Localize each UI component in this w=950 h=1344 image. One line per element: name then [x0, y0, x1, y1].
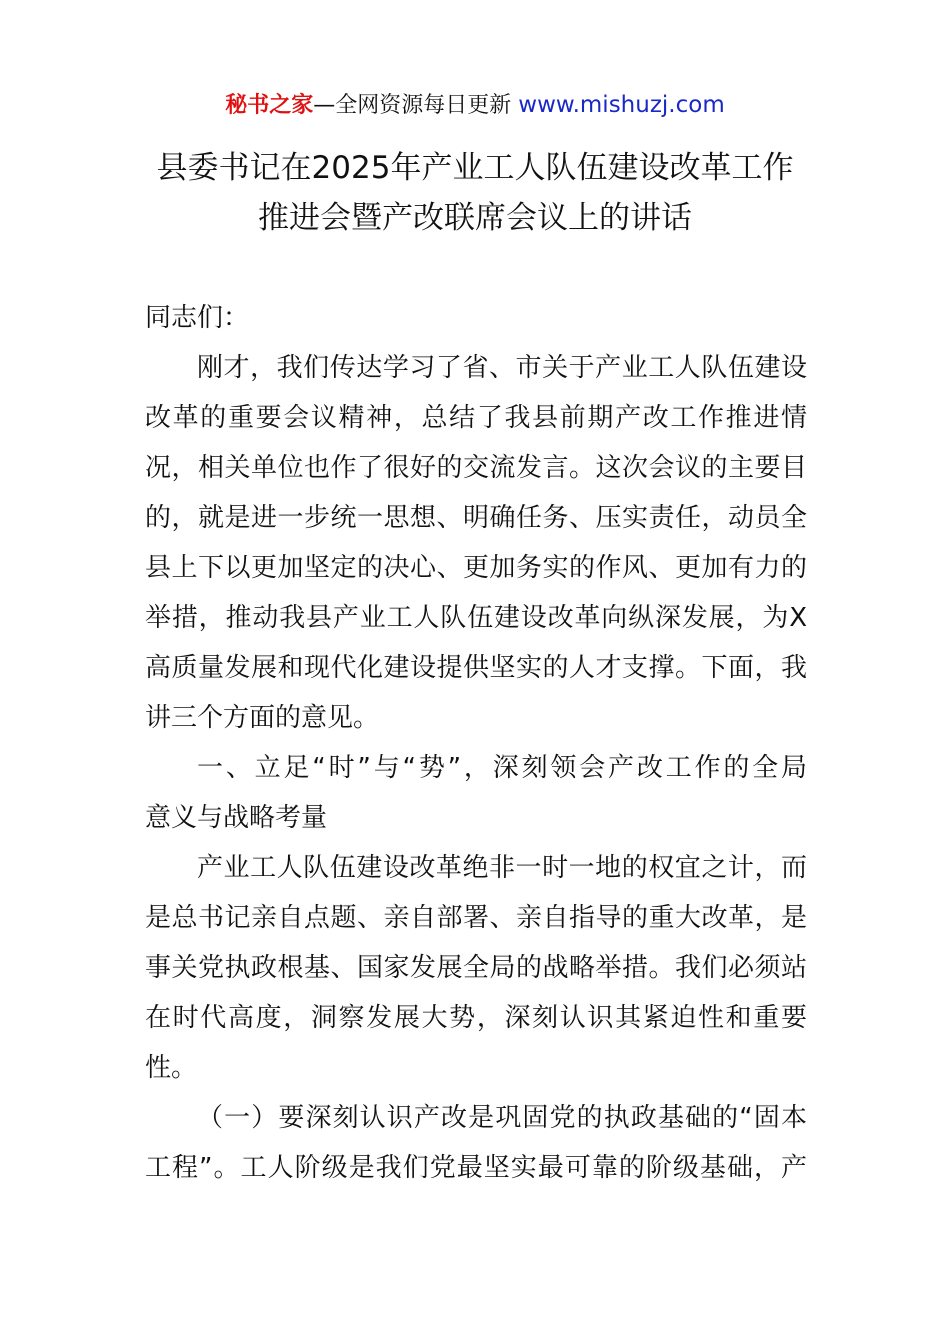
paragraph-line: 的，就是进一步统一思想、明确任务、压实责任，动员全	[145, 503, 807, 533]
paragraph-line: 举措，推动我县产业工人队伍建设改革向纵深发展，为X	[145, 603, 807, 633]
site-tagline: —全网资源每日更新	[313, 93, 519, 118]
salutation: 同志们：	[145, 303, 250, 333]
site-banner	[0, 88, 950, 123]
paragraph-line: 县上下以更加坚定的决心、更加务实的作风、更加有力的	[145, 553, 807, 583]
section-heading-line: 一、立足“时”与“势”，深刻领会产改工作的全局	[197, 753, 807, 783]
subsection-heading-line: （一）要深刻认识产改是巩固党的执政基础的“固本	[197, 1103, 807, 1133]
paragraph-line: 性。	[145, 1053, 198, 1083]
section-heading-line: 意义与战略考量	[145, 803, 328, 833]
document-title-line-1: 县委书记在2025年产业工人队伍建设改革工作	[156, 150, 794, 186]
paragraph-line: 改革的重要会议精神，总结了我县前期产改工作推进情	[145, 403, 807, 433]
paragraph-line: 是总书记亲自点题、亲自部署、亲自指导的重大改革，是	[145, 903, 807, 933]
paragraph-line: 讲三个方面的意见。	[145, 703, 380, 733]
paragraph-line: 高质量发展和现代化建设提供坚实的人才支撑。下面，我	[145, 653, 807, 683]
paragraph-line: 产业工人队伍建设改革绝非一时一地的权宜之计，而	[197, 853, 807, 883]
paragraph-line: 况，相关单位也作了很好的交流发言。这次会议的主要目	[145, 453, 807, 483]
paragraph-line: 在时代高度，洞察发展大势，深刻认识其紧迫性和重要	[145, 1003, 807, 1033]
paragraph-line: 事关党执政根基、国家发展全局的战略举措。我们必须站	[145, 953, 807, 983]
site-name: 秘书之家	[225, 93, 314, 118]
paragraph-line: 刚才，我们传达学习了省、市关于产业工人队伍建设	[197, 353, 807, 383]
document-title-line-2: 推进会暨产改联席会议上的讲话	[258, 200, 692, 236]
site-url-link[interactable]: www.mishuzj.com	[518, 92, 725, 118]
document-body	[145, 293, 807, 1193]
paragraph-line: 工程”。工人阶级是我们党最坚实最可靠的阶级基础，产	[145, 1153, 807, 1183]
